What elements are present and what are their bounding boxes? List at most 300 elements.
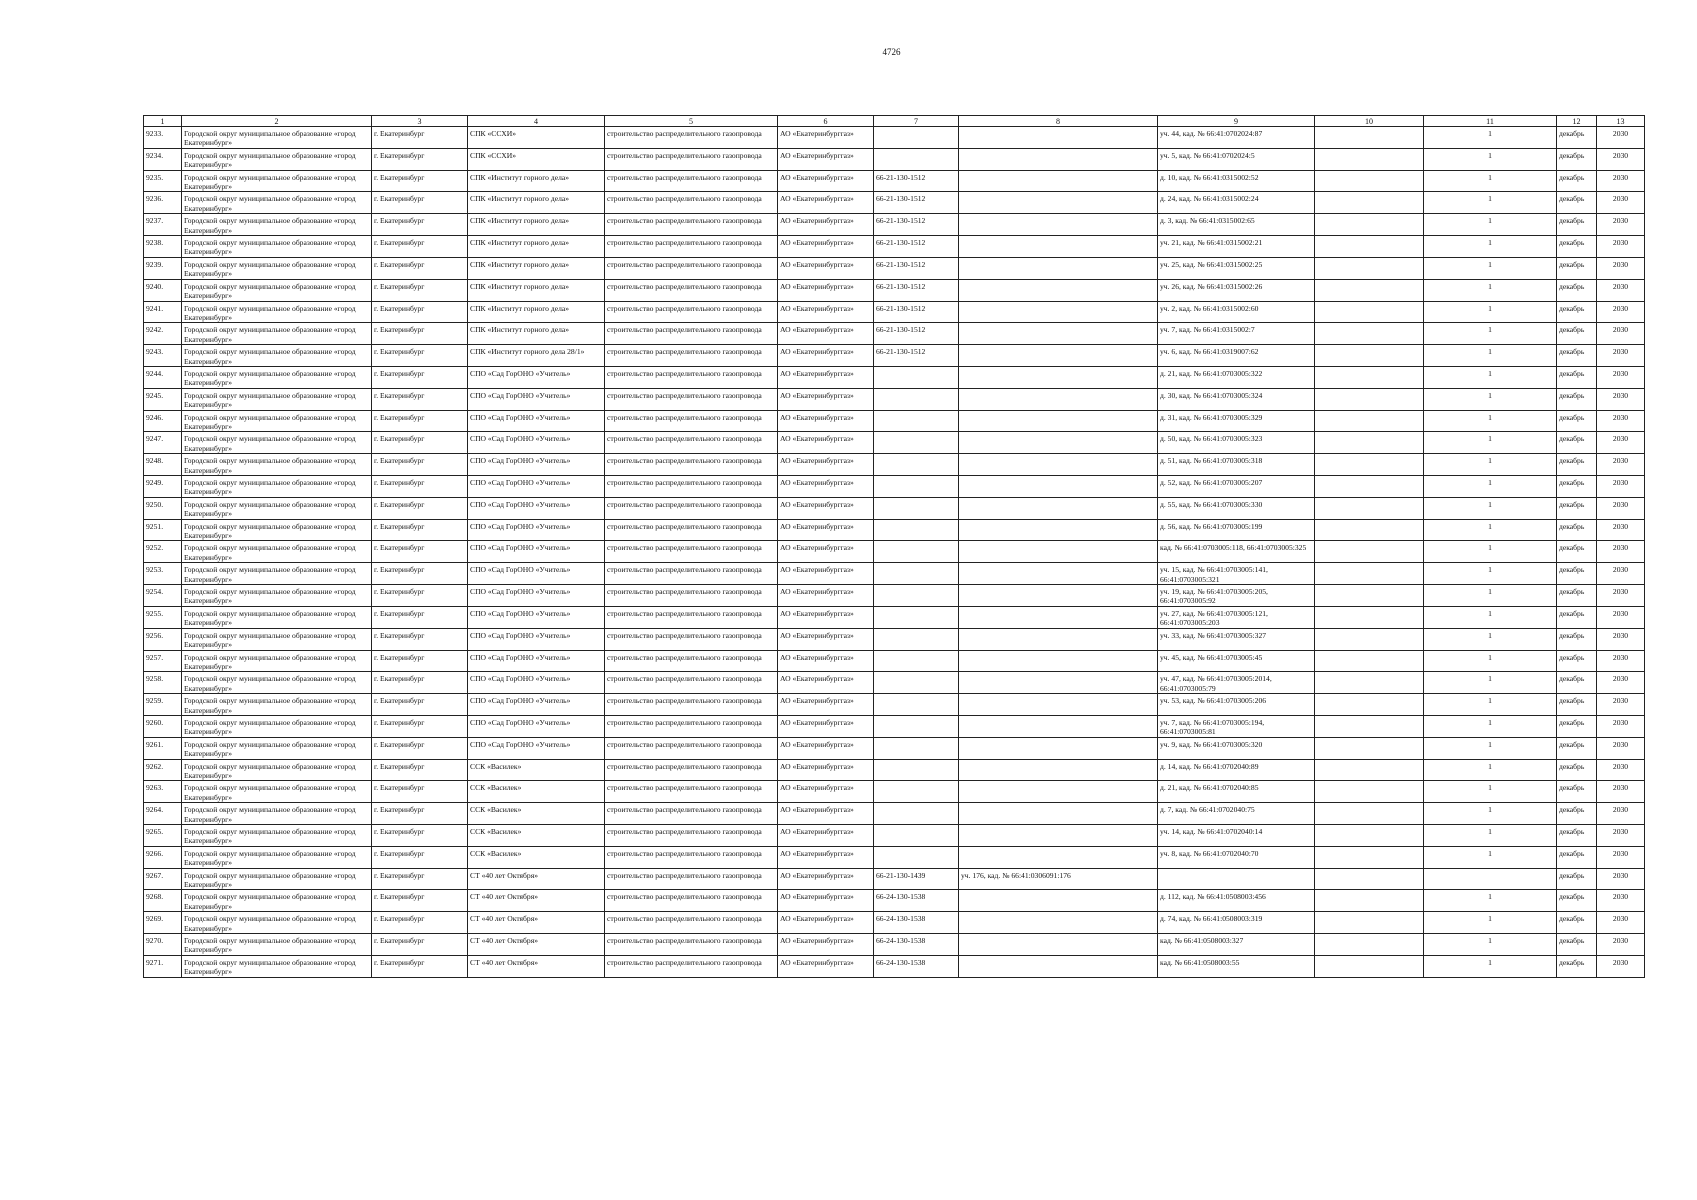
row-number: 9258. — [144, 672, 182, 694]
year-cell: 2030 — [1597, 236, 1645, 258]
address-cadastral-cell: уч. 26, кад. № 66:41:0315002:26 — [1158, 279, 1315, 301]
quantity-cell: 1 — [1424, 476, 1557, 498]
work-type-cell: строительство распределительного газопровода — [605, 476, 778, 498]
row-number: 9269. — [144, 912, 182, 934]
organization-cell: СПК «Институт горного дела» — [468, 192, 605, 214]
plot-cell — [959, 563, 1158, 585]
work-type-cell: строительство распределительного газопровода — [605, 127, 778, 149]
year-cell: 2030 — [1597, 432, 1645, 454]
year-cell: 2030 — [1597, 345, 1645, 367]
table-row — [144, 148, 1645, 170]
address-cadastral-cell: уч. 15, кад. № 66:41:0703005:141, 66:41:0703005:321 — [1158, 563, 1315, 585]
quantity-cell: 1 — [1424, 825, 1557, 847]
owner-cell: АО «Екатеринбурггаз» — [778, 366, 874, 388]
year-cell: 2030 — [1597, 650, 1645, 672]
month-cell: декабрь — [1557, 606, 1597, 628]
column-10-cell — [1315, 148, 1424, 170]
column-10-cell — [1315, 912, 1424, 934]
row-number: 9239. — [144, 257, 182, 279]
table-row — [144, 868, 1645, 890]
district-cell: Городской округ муниципальное образование «город Екатеринбург» — [182, 868, 372, 890]
registry-code-cell: 66-21-130-1512 — [874, 279, 959, 301]
table-row — [144, 170, 1645, 192]
owner-cell: АО «Екатеринбурггаз» — [778, 803, 874, 825]
table-row — [144, 476, 1645, 498]
registry-code-cell: 66-21-130-1512 — [874, 214, 959, 236]
month-cell: декабрь — [1557, 301, 1597, 323]
district-cell: Городской округ муниципальное образование «город Екатеринбург» — [182, 912, 372, 934]
quantity-cell: 1 — [1424, 628, 1557, 650]
work-type-cell: строительство распределительного газопровода — [605, 192, 778, 214]
year-cell: 2030 — [1597, 803, 1645, 825]
organization-cell: СПК «Институт горного дела» — [468, 257, 605, 279]
column-10-cell — [1315, 825, 1424, 847]
registry-code-cell: 66-21-130-1512 — [874, 170, 959, 192]
plot-cell — [959, 694, 1158, 716]
city-cell: г. Екатеринбург — [372, 715, 468, 737]
registry-code-cell — [874, 519, 959, 541]
column-header-5: 5 — [605, 116, 778, 127]
work-type-cell: строительство распределительного газопровода — [605, 781, 778, 803]
column-header-4: 4 — [468, 116, 605, 127]
row-number: 9248. — [144, 454, 182, 476]
year-cell: 2030 — [1597, 192, 1645, 214]
district-cell: Городской округ муниципальное образование «город Екатеринбург» — [182, 955, 372, 977]
plot-cell — [959, 890, 1158, 912]
quantity-cell: 1 — [1424, 955, 1557, 977]
month-cell: декабрь — [1557, 955, 1597, 977]
district-cell: Городской округ муниципальное образование «город Екатеринбург» — [182, 432, 372, 454]
year-cell: 2030 — [1597, 388, 1645, 410]
city-cell: г. Екатеринбург — [372, 170, 468, 192]
month-cell: декабрь — [1557, 388, 1597, 410]
quantity-cell: 1 — [1424, 127, 1557, 149]
registry-code-cell: 66-21-130-1512 — [874, 301, 959, 323]
owner-cell: АО «Екатеринбурггаз» — [778, 388, 874, 410]
page-number: 4726 — [882, 47, 901, 57]
organization-cell: СПО «Сад ГорОНО «Учитель» — [468, 694, 605, 716]
month-cell: декабрь — [1557, 585, 1597, 607]
row-number: 9245. — [144, 388, 182, 410]
city-cell: г. Екатеринбург — [372, 345, 468, 367]
table-row — [144, 127, 1645, 149]
plot-cell — [959, 846, 1158, 868]
table-row — [144, 955, 1645, 977]
work-type-cell: строительство распределительного газопровода — [605, 541, 778, 563]
quantity-cell: 1 — [1424, 846, 1557, 868]
organization-cell: СПО «Сад ГорОНО «Учитель» — [468, 432, 605, 454]
owner-cell: АО «Екатеринбурггаз» — [778, 868, 874, 890]
owner-cell: АО «Екатеринбурггаз» — [778, 192, 874, 214]
owner-cell: АО «Екатеринбурггаз» — [778, 563, 874, 585]
row-number: 9247. — [144, 432, 182, 454]
quantity-cell: 1 — [1424, 585, 1557, 607]
city-cell: г. Екатеринбург — [372, 279, 468, 301]
plot-cell — [959, 410, 1158, 432]
quantity-cell: 1 — [1424, 694, 1557, 716]
district-cell: Городской округ муниципальное образование «город Екатеринбург» — [182, 563, 372, 585]
city-cell: г. Екатеринбург — [372, 650, 468, 672]
table-row — [144, 628, 1645, 650]
registry-code-cell — [874, 759, 959, 781]
work-type-cell: строительство распределительного газопровода — [605, 672, 778, 694]
work-type-cell: строительство распределительного газопровода — [605, 410, 778, 432]
quantity-cell: 1 — [1424, 236, 1557, 258]
owner-cell: АО «Екатеринбурггаз» — [778, 127, 874, 149]
organization-cell: СПК «Институт горного дела» — [468, 170, 605, 192]
district-cell: Городской округ муниципальное образование «город Екатеринбург» — [182, 257, 372, 279]
row-number: 9255. — [144, 606, 182, 628]
column-10-cell — [1315, 628, 1424, 650]
table-row — [144, 737, 1645, 759]
work-type-cell: строительство распределительного газопровода — [605, 628, 778, 650]
row-number: 9250. — [144, 497, 182, 519]
column-10-cell — [1315, 127, 1424, 149]
row-number: 9237. — [144, 214, 182, 236]
month-cell: декабрь — [1557, 192, 1597, 214]
month-cell: декабрь — [1557, 563, 1597, 585]
table-row — [144, 519, 1645, 541]
column-header-13: 13 — [1597, 116, 1645, 127]
column-header-3: 3 — [372, 116, 468, 127]
city-cell: г. Екатеринбург — [372, 934, 468, 956]
plot-cell — [959, 279, 1158, 301]
table-row — [144, 214, 1645, 236]
registry-code-cell: 66-21-130-1512 — [874, 192, 959, 214]
column-10-cell — [1315, 955, 1424, 977]
quantity-cell: 1 — [1424, 890, 1557, 912]
column-header-11: 11 — [1424, 116, 1557, 127]
month-cell: декабрь — [1557, 127, 1597, 149]
row-number: 9240. — [144, 279, 182, 301]
column-10-cell — [1315, 476, 1424, 498]
city-cell: г. Екатеринбург — [372, 127, 468, 149]
column-header-7: 7 — [874, 116, 959, 127]
month-cell: декабрь — [1557, 323, 1597, 345]
registry-code-cell — [874, 694, 959, 716]
month-cell: декабрь — [1557, 257, 1597, 279]
row-number: 9259. — [144, 694, 182, 716]
work-type-cell: строительство распределительного газопровода — [605, 323, 778, 345]
address-cadastral-cell — [1158, 868, 1315, 890]
table-row — [144, 563, 1645, 585]
quantity-cell: 1 — [1424, 257, 1557, 279]
address-cadastral-cell: уч. 25, кад. № 66:41:0315002:25 — [1158, 257, 1315, 279]
row-number: 9260. — [144, 715, 182, 737]
table-row — [144, 803, 1645, 825]
organization-cell: СПО «Сад ГорОНО «Учитель» — [468, 519, 605, 541]
month-cell: декабрь — [1557, 934, 1597, 956]
column-10-cell — [1315, 432, 1424, 454]
owner-cell: АО «Екатеринбурггаз» — [778, 694, 874, 716]
owner-cell: АО «Екатеринбурггаз» — [778, 585, 874, 607]
plot-cell — [959, 257, 1158, 279]
table-row — [144, 650, 1645, 672]
owner-cell: АО «Екатеринбурггаз» — [778, 432, 874, 454]
organization-cell: СПО «Сад ГорОНО «Учитель» — [468, 737, 605, 759]
address-cadastral-cell: д. 14, кад. № 66:41:0702040:89 — [1158, 759, 1315, 781]
owner-cell: АО «Екатеринбурггаз» — [778, 497, 874, 519]
plot-cell — [959, 301, 1158, 323]
row-number: 9243. — [144, 345, 182, 367]
organization-cell: СПО «Сад ГорОНО «Учитель» — [468, 715, 605, 737]
plot-cell — [959, 650, 1158, 672]
registry-code-cell — [874, 127, 959, 149]
plot-cell — [959, 148, 1158, 170]
work-type-cell: строительство распределительного газопровода — [605, 257, 778, 279]
plot-cell — [959, 585, 1158, 607]
organization-cell: СПО «Сад ГорОНО «Учитель» — [468, 476, 605, 498]
table-row — [144, 454, 1645, 476]
district-cell: Городской округ муниципальное образование «город Екатеринбург» — [182, 410, 372, 432]
address-cadastral-cell: д. 51, кад. № 66:41:0703005:318 — [1158, 454, 1315, 476]
organization-cell: СПО «Сад ГорОНО «Учитель» — [468, 563, 605, 585]
city-cell: г. Екатеринбург — [372, 890, 468, 912]
district-cell: Городской округ муниципальное образование «город Екатеринбург» — [182, 148, 372, 170]
year-cell: 2030 — [1597, 846, 1645, 868]
organization-cell: ССК «Василек» — [468, 781, 605, 803]
plot-cell — [959, 432, 1158, 454]
work-type-cell: строительство распределительного газопровода — [605, 236, 778, 258]
address-cadastral-cell: д. 31, кад. № 66:41:0703005:329 — [1158, 410, 1315, 432]
column-10-cell — [1315, 257, 1424, 279]
district-cell: Городской округ муниципальное образование «город Екатеринбург» — [182, 890, 372, 912]
work-type-cell: строительство распределительного газопровода — [605, 846, 778, 868]
year-cell: 2030 — [1597, 476, 1645, 498]
city-cell: г. Екатеринбург — [372, 476, 468, 498]
table-row — [144, 432, 1645, 454]
month-cell: декабрь — [1557, 825, 1597, 847]
city-cell: г. Екатеринбург — [372, 323, 468, 345]
owner-cell: АО «Екатеринбурггаз» — [778, 650, 874, 672]
work-type-cell: строительство распределительного газопровода — [605, 737, 778, 759]
registry-code-cell: 66-21-130-1512 — [874, 257, 959, 279]
owner-cell: АО «Екатеринбурггаз» — [778, 715, 874, 737]
row-number: 9267. — [144, 868, 182, 890]
month-cell: декабрь — [1557, 672, 1597, 694]
organization-cell: СПО «Сад ГорОНО «Учитель» — [468, 585, 605, 607]
work-type-cell: строительство распределительного газопровода — [605, 214, 778, 236]
city-cell: г. Екатеринбург — [372, 519, 468, 541]
address-cadastral-cell: д. 56, кад. № 66:41:0703005:199 — [1158, 519, 1315, 541]
owner-cell: АО «Екатеринбурггаз» — [778, 345, 874, 367]
district-cell: Городской округ муниципальное образование «город Екатеринбург» — [182, 497, 372, 519]
district-cell: Городской округ муниципальное образование «город Екатеринбург» — [182, 170, 372, 192]
work-type-cell: строительство распределительного газопровода — [605, 934, 778, 956]
month-cell: декабрь — [1557, 628, 1597, 650]
row-number: 9264. — [144, 803, 182, 825]
registry-code-cell — [874, 563, 959, 585]
address-cadastral-cell: уч. 21, кад. № 66:41:0315002:21 — [1158, 236, 1315, 258]
column-10-cell — [1315, 846, 1424, 868]
row-number: 9268. — [144, 890, 182, 912]
year-cell: 2030 — [1597, 606, 1645, 628]
year-cell: 2030 — [1597, 868, 1645, 890]
month-cell: декабрь — [1557, 868, 1597, 890]
column-10-cell — [1315, 388, 1424, 410]
quantity-cell: 1 — [1424, 934, 1557, 956]
city-cell: г. Екатеринбург — [372, 694, 468, 716]
row-number: 9252. — [144, 541, 182, 563]
organization-cell: СПО «Сад ГорОНО «Учитель» — [468, 366, 605, 388]
registry-code-cell: 66-21-130-1512 — [874, 236, 959, 258]
registry-code-cell — [874, 388, 959, 410]
organization-cell: ССК «Василек» — [468, 803, 605, 825]
month-cell: декабрь — [1557, 410, 1597, 432]
table-row — [144, 192, 1645, 214]
organization-cell: СПО «Сад ГорОНО «Учитель» — [468, 672, 605, 694]
owner-cell: АО «Екатеринбурггаз» — [778, 825, 874, 847]
organization-cell: СТ «40 лет Октября» — [468, 890, 605, 912]
district-cell: Городской округ муниципальное образование «город Екатеринбург» — [182, 672, 372, 694]
quantity-cell: 1 — [1424, 388, 1557, 410]
work-type-cell: строительство распределительного газопровода — [605, 366, 778, 388]
city-cell: г. Екатеринбург — [372, 301, 468, 323]
plot-cell — [959, 236, 1158, 258]
address-cadastral-cell: уч. 19, кад. № 66:41:0703005:205, 66:41:0703005:92 — [1158, 585, 1315, 607]
row-number: 9242. — [144, 323, 182, 345]
year-cell: 2030 — [1597, 825, 1645, 847]
year-cell: 2030 — [1597, 715, 1645, 737]
quantity-cell: 1 — [1424, 519, 1557, 541]
month-cell: декабрь — [1557, 236, 1597, 258]
work-type-cell: строительство распределительного газопровода — [605, 345, 778, 367]
column-10-cell — [1315, 606, 1424, 628]
year-cell: 2030 — [1597, 955, 1645, 977]
district-cell: Городской округ муниципальное образование «город Екатеринбург» — [182, 650, 372, 672]
quantity-cell: 1 — [1424, 366, 1557, 388]
owner-cell: АО «Екатеринбурггаз» — [778, 454, 874, 476]
address-cadastral-cell: кад. № 66:41:0508003:327 — [1158, 934, 1315, 956]
plot-cell — [959, 127, 1158, 149]
address-cadastral-cell: д. 3, кад. № 66:41:0315002:65 — [1158, 214, 1315, 236]
quantity-cell: 1 — [1424, 170, 1557, 192]
address-cadastral-cell: кад. № 66:41:0508003:55 — [1158, 955, 1315, 977]
owner-cell: АО «Екатеринбурггаз» — [778, 672, 874, 694]
quantity-cell: 1 — [1424, 345, 1557, 367]
district-cell: Городской округ муниципальное образование «город Екатеринбург» — [182, 476, 372, 498]
district-cell: Городской округ муниципальное образование «город Екатеринбург» — [182, 825, 372, 847]
quantity-cell: 1 — [1424, 410, 1557, 432]
organization-cell: СПК «Институт горного дела» — [468, 279, 605, 301]
address-cadastral-cell: д. 50, кад. № 66:41:0703005:323 — [1158, 432, 1315, 454]
registry-code-cell — [874, 628, 959, 650]
column-10-cell — [1315, 803, 1424, 825]
year-cell: 2030 — [1597, 148, 1645, 170]
work-type-cell: строительство распределительного газопровода — [605, 912, 778, 934]
city-cell: г. Екатеринбург — [372, 541, 468, 563]
district-cell: Городской округ муниципальное образование «город Екатеринбург» — [182, 345, 372, 367]
row-number: 9246. — [144, 410, 182, 432]
city-cell: г. Екатеринбург — [372, 672, 468, 694]
address-cadastral-cell: уч. 7, кад. № 66:41:0315002:7 — [1158, 323, 1315, 345]
registry-code-cell — [874, 846, 959, 868]
registry-code-cell — [874, 606, 959, 628]
quantity-cell: 1 — [1424, 759, 1557, 781]
row-number: 9256. — [144, 628, 182, 650]
work-type-cell: строительство распределительного газопровода — [605, 868, 778, 890]
address-cadastral-cell: уч. 8, кад. № 66:41:0702040:70 — [1158, 846, 1315, 868]
city-cell: г. Екатеринбург — [372, 803, 468, 825]
city-cell: г. Екатеринбург — [372, 214, 468, 236]
month-cell: декабрь — [1557, 345, 1597, 367]
organization-cell: СТ «40 лет Октября» — [468, 912, 605, 934]
column-number-header-row — [144, 116, 1645, 127]
year-cell: 2030 — [1597, 519, 1645, 541]
registry-code-cell — [874, 541, 959, 563]
owner-cell: АО «Екатеринбурггаз» — [778, 301, 874, 323]
row-number: 9238. — [144, 236, 182, 258]
quantity-cell: 1 — [1424, 541, 1557, 563]
organization-cell: СПО «Сад ГорОНО «Учитель» — [468, 410, 605, 432]
city-cell: г. Екатеринбург — [372, 606, 468, 628]
registry-code-cell: 66-24-130-1538 — [874, 912, 959, 934]
quantity-cell: 1 — [1424, 148, 1557, 170]
city-cell: г. Екатеринбург — [372, 781, 468, 803]
plot-cell — [959, 825, 1158, 847]
registry-code-cell — [874, 454, 959, 476]
column-header-1: 1 — [144, 116, 182, 127]
year-cell: 2030 — [1597, 672, 1645, 694]
district-cell: Городской округ муниципальное образование «город Екатеринбург» — [182, 301, 372, 323]
owner-cell: АО «Екатеринбурггаз» — [778, 541, 874, 563]
plot-cell — [959, 345, 1158, 367]
year-cell: 2030 — [1597, 541, 1645, 563]
table-body — [144, 127, 1645, 978]
plot-cell — [959, 803, 1158, 825]
column-header-12: 12 — [1557, 116, 1597, 127]
work-type-cell: строительство распределительного газопровода — [605, 563, 778, 585]
quantity-cell: 1 — [1424, 563, 1557, 585]
table-row — [144, 846, 1645, 868]
quantity-cell: 1 — [1424, 497, 1557, 519]
year-cell: 2030 — [1597, 781, 1645, 803]
work-type-cell: строительство распределительного газопровода — [605, 432, 778, 454]
city-cell: г. Екатеринбург — [372, 497, 468, 519]
quantity-cell: 1 — [1424, 323, 1557, 345]
city-cell: г. Екатеринбург — [372, 432, 468, 454]
row-number: 9257. — [144, 650, 182, 672]
address-cadastral-cell: уч. 6, кад. № 66:41:0319007:62 — [1158, 345, 1315, 367]
city-cell: г. Екатеринбург — [372, 236, 468, 258]
table-row — [144, 323, 1645, 345]
work-type-cell: строительство распределительного газопровода — [605, 279, 778, 301]
organization-cell: ССК «Василек» — [468, 825, 605, 847]
plot-cell: уч. 176, кад. № 66:41:0306091:176 — [959, 868, 1158, 890]
work-type-cell: строительство распределительного газопровода — [605, 825, 778, 847]
table-row — [144, 912, 1645, 934]
city-cell: г. Екатеринбург — [372, 366, 468, 388]
owner-cell: АО «Екатеринбурггаз» — [778, 476, 874, 498]
work-type-cell: строительство распределительного газопровода — [605, 803, 778, 825]
district-cell: Городской округ муниципальное образование «город Екатеринбург» — [182, 454, 372, 476]
column-10-cell — [1315, 737, 1424, 759]
address-cadastral-cell: д. 7, кад. № 66:41:0702040:75 — [1158, 803, 1315, 825]
year-cell: 2030 — [1597, 890, 1645, 912]
plot-cell — [959, 214, 1158, 236]
organization-cell: СПК «ССХИ» — [468, 148, 605, 170]
work-type-cell: строительство распределительного газопровода — [605, 694, 778, 716]
year-cell: 2030 — [1597, 912, 1645, 934]
address-cadastral-cell: уч. 33, кад. № 66:41:0703005:327 — [1158, 628, 1315, 650]
registry-code-cell — [874, 585, 959, 607]
table-row — [144, 541, 1645, 563]
column-header-8: 8 — [959, 116, 1158, 127]
address-cadastral-cell: уч. 14, кад. № 66:41:0702040:14 — [1158, 825, 1315, 847]
work-type-cell: строительство распределительного газопровода — [605, 715, 778, 737]
year-cell: 2030 — [1597, 279, 1645, 301]
column-10-cell — [1315, 279, 1424, 301]
